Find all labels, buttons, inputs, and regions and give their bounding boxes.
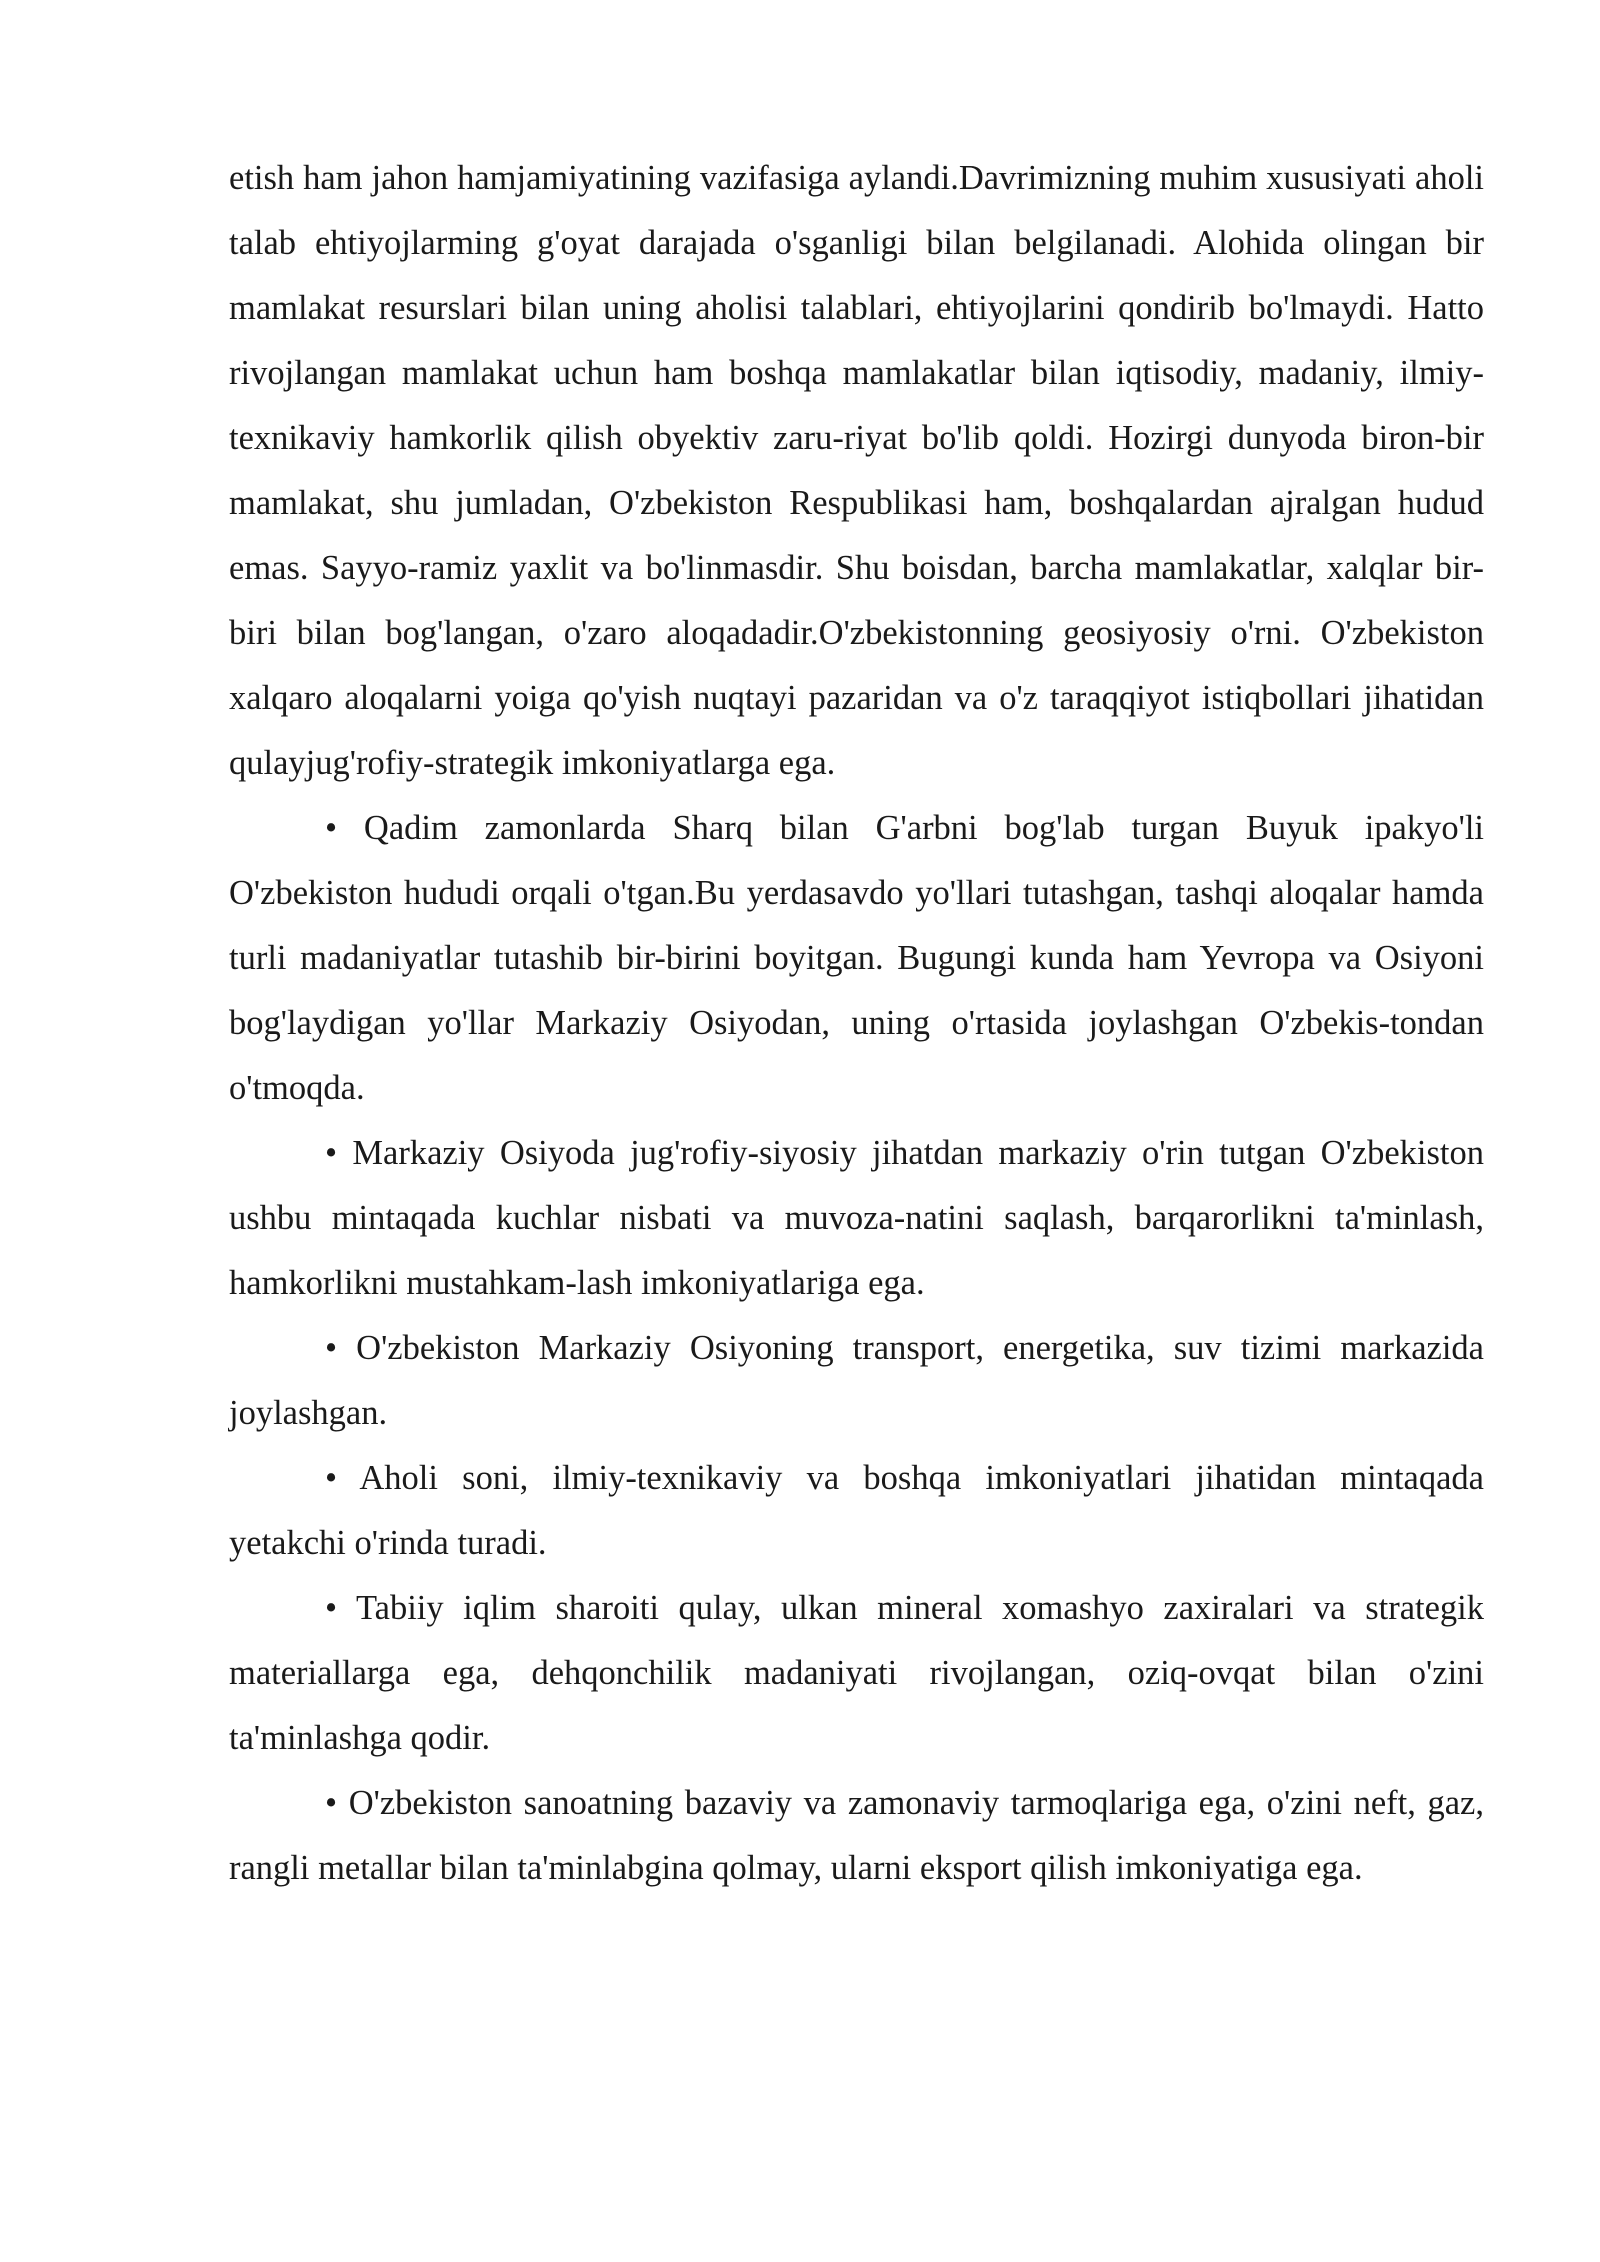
bullet-transport-hub: • O'zbekiston Markaziy Osiyoning transport, energetika, suv tizimi markazida joylashgan. (229, 1329, 1484, 1432)
bullet-industry: • O'zbekiston sanoatning bazaviy va zamonaviy tarmoqlariga ega, o'zini neft, gaz, rangli metallar bilan ta'minlabgina qolmay, ularni eksport qilish imkoniyatiga ega. (229, 1784, 1484, 1887)
bullet-silk-road: • Qadim zamonlarda Sharq bilan G'arbni bog'lab turgan Buyuk ipakyo'li O'zbekiston hududi orqali o'tgan.Bu yerdasavdo yo'llari tutashgan, tashqi aloqalar hamda turli madaniyatlar tutashib bir-birini boyitgan. Bugungi kunda ham Yevropa va Osiyoni bog'laydigan yo'llar Markaziy Osiyodan, uning o'rtasida joylashgan O'zbekis-tondan o'tmoqda. (229, 809, 1484, 1107)
paragraph-intro: etish ham jahon hamjamiyatining vazifasiga aylandi.Davrimizning muhim xususiyati aholi talab ehtiyojlarming g'oyat darajada o'sganligi bilan belgilanadi. Alohida olingan bir mamlakat resurslari bilan uning aholisi talablari, ehtiyojlarini qondirib bo'lmaydi. Hatto rivojlangan mamlakat uchun ham boshqa mamlakatlar bilan iqtisodiy, madaniy, ilmiy-texnikaviy hamkorlik qilish obyektiv zaru-riyat bo'lib qoldi. Hozirgi dunyoda biron-bir mamlakat, shu jumladan, O'zbekiston Respublikasi ham, boshqalardan ajralgan hudud emas. Sayyo-ramiz yaxlit va bo'linmasdir. Shu boisdan, barcha mamlakatlar, xalqlar bir-biri bilan bog'langan, o'zaro aloqadadir.O'zbekistonning geosiyosiy o'rni. O'zbekiston xalqaro aloqalarni yoiga qo'yish nuqtayi pazaridan va o'z taraqqiyot istiqbollari jihatidan qulayjug'rofiy-strategik imkoniyatlarga ega. (229, 159, 1484, 782)
bullet-natural-resources: • Tabiiy iqlim sharoiti qulay, ulkan mineral xomashyo zaxiralari va strategik materiallarga ega, dehqonchilik madaniyati rivojlangan, oziq-ovqat bilan o'zini ta'minlashga qodir. (229, 1589, 1484, 1757)
bullet-central-position: • Markaziy Osiyoda jug'rofiy-siyosiy jihatdan markaziy o'rin tutgan O'zbekiston ushbu mintaqada kuchlar nisbati va muvoza-natini saqlash, barqarorlikni ta'minlash, hamkorlikni mustahkam-lash imkoniyatlariga ega. (229, 1134, 1484, 1302)
bullet-population: • Aholi soni, ilmiy-texnikaviy va boshqa imkoniyatlari jihatidan mintaqada yetakchi o'rinda turadi. (229, 1459, 1484, 1562)
body-text (229, 146, 1484, 1901)
